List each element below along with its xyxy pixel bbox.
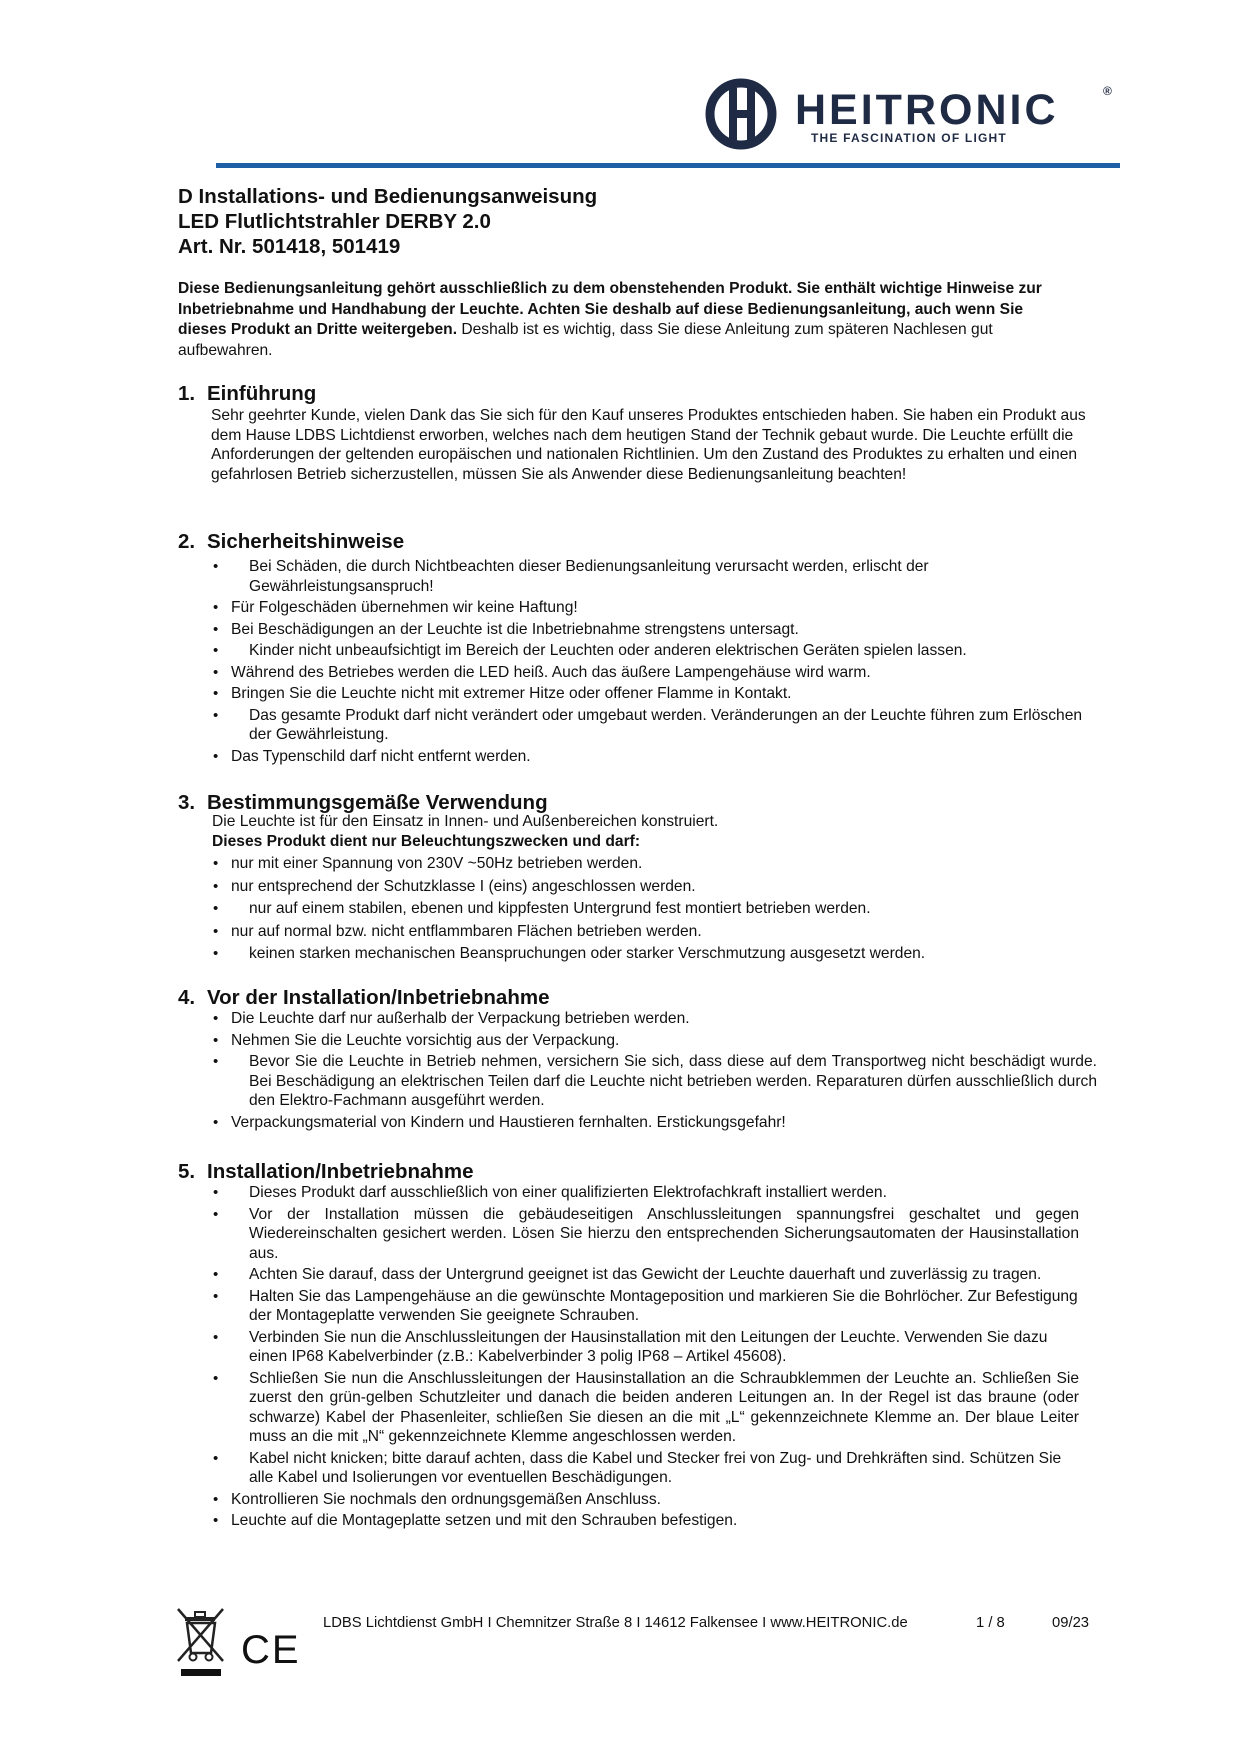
section-number: 5. (178, 1160, 196, 1183)
document-title (178, 184, 878, 259)
logo-brand-name: HEITRONIC (795, 86, 1059, 134)
list-item: • Bei Beschädigungen an der Leuchte ist die Inbetriebnahme strengstens untersagt. (213, 620, 1098, 640)
section-title: Installation/Inbetriebnahme (207, 1160, 474, 1183)
list-item: • Verpackungsmaterial von Kindern und Haustieren fernhalten. Erstickungsgefahr! (213, 1113, 1098, 1133)
heitronic-logo (705, 78, 1125, 150)
list-item: • Bei Schäden, die durch Nichtbeachten dieser Bedienungsanleitung verursacht werden, erlischt der Gewährleistungsanspruch! (213, 557, 949, 596)
list-item: • Kinder nicht unbeaufsichtigt im Bereich der Leuchten oder anderen elektrischen Geräten spielen lassen. (213, 641, 1098, 661)
section-heading (178, 382, 1098, 406)
section-title: Bestimmungsgemäße Verwendung (207, 791, 548, 814)
section-list (213, 1183, 1098, 1531)
logo-tagline: THE FASCINATION OF LIGHT (811, 131, 1007, 145)
list-item: • Vor der Installation müssen die gebäudeseitigen Anschlussleitungen spannungsfrei geschaltet und gegen Wiedereinschalten gesichert werden. Lösen Sie hierzu den entsprechenden Sicherungsautomaten der Hausinstallation aus. (213, 1205, 1079, 1264)
list-item: • nur auf normal bzw. nicht entflammbaren Flächen betrieben werden. (213, 922, 1098, 942)
section-sicherheitshinweise (178, 530, 1098, 768)
heitronic-logo-icon (705, 78, 783, 150)
intro-bold-text: Diese Bedienungsanleitung gehört ausschließlich zu dem obenstehenden Produkt. Sie enthält wichtige Hinweise zur Inbetriebnahme und Handhabung der Leuchte. Achten Sie deshalb auf diese Bedienungsanleitung, auch wenn Sie dieses Produkt an Dritte weitergeben. (178, 280, 1042, 338)
list-item: • Dieses Produkt darf ausschließlich von einer qualifizierten Elektrofachkraft installiert werden. (213, 1183, 1098, 1203)
header-divider (216, 163, 1120, 168)
section-number: 3. (178, 791, 196, 814)
footer-company-info: LDBS Lichtdienst GmbH I Chemnitzer Straße 8 I 14612 Falkensee I www.HEITRONIC.de (323, 1615, 908, 1631)
logo-registered-mark: ® (1103, 84, 1112, 98)
section-text: Sehr geehrter Kunde, vielen Dank das Sie sich für den Kauf unseres Produktes entschieden haben. Sie haben ein Produkt aus dem Hause LDBS Lichtdienst erworben, welches nach dem heutigen Stand der Technik gebaut wurde. Die Leuchte erfüllt die Anforderungen der geltenden europäischen und nationalen Richtlinien. Um den Zustand des Produktes zu erhalten und einen gefahrlosen Betrieb sicherzustellen, müssen Sie als Anwender diese Bedienungsanleitung beachten! (211, 407, 1086, 483)
list-item: • Während des Betriebes werden die LED heiß. Auch das äußere Lampengehäuse wird warm. (213, 663, 1098, 683)
list-item: • Die Leuchte darf nur außerhalb der Verpackung betrieben werden. (213, 1009, 1098, 1029)
title-line-1: D Installations- und Bedienungsanweisung (178, 185, 598, 208)
list-item: • Das gesamte Produkt darf nicht verändert oder umgebaut werden. Veränderungen an der Leuchte führen zum Erlöschen der Gewährleistung. (213, 706, 1094, 745)
footer-page-number: 1 / 8 (976, 1615, 1005, 1631)
section-title: Sicherheitshinweise (207, 530, 405, 553)
intro-paragraph (178, 279, 1068, 361)
intro-normal-text: Deshalb ist es wichtig, dass Sie diese Anleitung zum späteren Nachlesen gut aufbewahren. (178, 321, 993, 359)
list-item: • Für Folgeschäden übernehmen wir keine Haftung! (213, 598, 1098, 618)
list-item: • nur mit einer Spannung von 230V ~50Hz betrieben werden. (213, 854, 1098, 874)
section-heading (178, 530, 1098, 554)
section-title: Vor der Installation/Inbetriebnahme (207, 986, 550, 1009)
section-number: 2. (178, 530, 196, 553)
section-einfuehrung (178, 382, 1098, 484)
section-text: Die Leuchte ist für den Einsatz in Innen- und Außenbereichen konstruiert. (212, 813, 719, 830)
ce-mark: CE (241, 1628, 301, 1672)
section-number: 1. (178, 382, 196, 405)
list-item: • Bevor Sie die Leuchte in Betrieb nehmen, versichern Sie sich, dass diese auf dem Transportweg nicht beschädigt wurde. Bei Beschädigung an elektrischen Teilen darf die Leuchte nicht betrieben werden. Reparaturen dürfen ausschließlich durch den Elektro-Fachmann ausgeführt werden. (213, 1052, 1097, 1111)
list-item: • Kabel nicht knicken; bitte darauf achten, dass die Kabel und Stecker frei von Zug- und Drehkräften sind. Schützen Sie alle Kabel und Isolierungen vor eventuellen Beschädigungen. (213, 1449, 1079, 1488)
section-title: Einführung (207, 382, 317, 405)
list-item: • Leuchte auf die Montageplatte setzen und mit den Schrauben befestigen. (213, 1511, 1098, 1531)
section-list (213, 854, 1098, 964)
section-number: 4. (178, 986, 196, 1009)
section-list (213, 557, 1098, 766)
section-heading (178, 1160, 1098, 1184)
list-item: • Kontrollieren Sie nochmals den ordnungsgemäßen Anschluss. (213, 1490, 1098, 1510)
footer-date: 09/23 (1052, 1615, 1090, 1631)
list-item: • keinen starken mechanischen Beanspruchungen oder starker Verschmutzung ausgesetzt werden. (213, 944, 1098, 964)
list-item: • Halten Sie das Lampengehäuse an die gewünschte Montageposition und markieren Sie die Bohrlöcher. Zur Befestigung der Montageplatte verwenden Sie geeignete Schrauben. (213, 1287, 1079, 1326)
list-item: • Schließen Sie nun die Anschlussleitungen der Hausinstallation an die Schraubklemmen der Leuchte an. Schließen Sie zuerst den grün-gelben Schutzleiter und danach die beiden anderen Leitungen an. In der Regel ist das braune (oder schwarze) Kabel der Phasenleiter, schließen Sie diesen an die mit „L“ gekennzeichnete Klemme an. Der blaue Leiter muss an die mit „N“ gekennzeichnete Klemme angeschlossen werden. (213, 1369, 1079, 1447)
list-item: • Achten Sie darauf, dass der Untergrund geeignet ist das Gewicht der Leuchte dauerhaft und zuverlässig zu tragen. (213, 1265, 1079, 1285)
title-line-3: Art. Nr. 501418, 501419 (178, 235, 401, 258)
list-item: • Das Typenschild darf nicht entfernt werden. (213, 747, 1098, 767)
section-bestimmungsgemaesse-verwendung (178, 791, 1098, 967)
section-installation (178, 1160, 1098, 1533)
section-vor-der-installation (178, 986, 1098, 1134)
list-item: • Nehmen Sie die Leuchte vorsichtig aus der Verpackung. (213, 1031, 1098, 1051)
section-bold-text: Dieses Produkt dient nur Beleuchtungszwecken und darf: (212, 832, 641, 850)
section-list (213, 1009, 1098, 1132)
section-heading (178, 986, 1098, 1010)
title-line-2: LED Flutlichtstrahler DERBY 2.0 (178, 210, 491, 233)
list-item: • Verbinden Sie nun die Anschlussleitungen der Hausinstallation mit den Leitungen der Leuchte. Verwenden Sie dazu einen IP68 Kabelverbinder (z.B.: Kabelverbinder 3 polig IP68 – Artikel 45608). (213, 1328, 1079, 1367)
list-item: • nur auf einem stabilen, ebenen und kippfesten Untergrund fest montiert betrieben werden. (213, 899, 1098, 919)
list-item: • nur entsprechend der Schutzklasse I (eins) angeschlossen werden. (213, 877, 1098, 897)
list-item: • Bringen Sie die Leuchte nicht mit extremer Hitze oder offener Flamme in Kontakt. (213, 684, 1098, 704)
